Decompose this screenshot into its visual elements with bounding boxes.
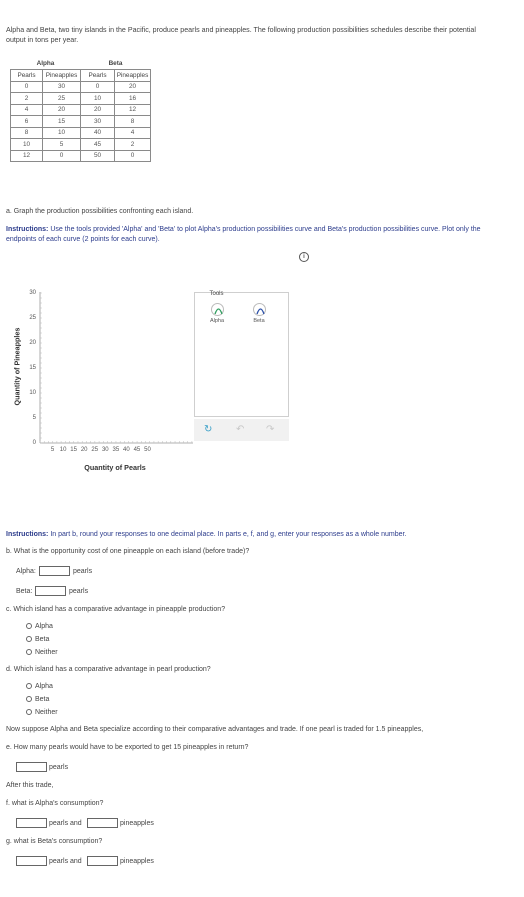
part-e-question: e. How many pearls would have to be exported to get 15 pineapples in return? <box>6 744 249 751</box>
table-header: Pearls <box>11 70 43 82</box>
y-tick-label: 30 <box>29 290 36 296</box>
table-cell: 20 <box>81 104 115 116</box>
radio-circle <box>26 709 32 715</box>
table-cell: 8 <box>115 116 151 128</box>
tool-beta[interactable] <box>239 303 279 324</box>
table-cell: 0 <box>11 81 43 93</box>
part-c-option-beta[interactable]: Beta <box>26 636 49 643</box>
x-tick-label: 30 <box>101 447 109 453</box>
beta-opportunity-cost-input[interactable] <box>35 586 66 596</box>
table-header: Pearls <box>81 70 115 82</box>
table-header: Pineapples <box>43 70 81 82</box>
x-tick-label: 35 <box>112 447 120 453</box>
part-c-question: c. Which island has a comparative advantage in pineapple production? <box>6 606 226 613</box>
alpha-opportunity-cost-input[interactable] <box>39 566 70 576</box>
production-table <box>10 58 151 162</box>
tools-title: Tools <box>209 291 224 297</box>
curve-tool-icon <box>253 303 266 316</box>
table-cell: 0 <box>115 150 151 162</box>
table-cell: 12 <box>11 150 43 162</box>
instructions-text: Use the tools provided 'Alpha' and 'Beta' to plot Alpha's production possibilities curve and Beta's production possibilities curve. Plot only the endpoints of each curve (2 points for each curve). <box>6 226 481 243</box>
x-tick-label: 50 <box>144 447 151 453</box>
part-g-question: g. what is Beta's consumption? <box>6 838 103 845</box>
y-tick-label: 0 <box>32 440 36 446</box>
x-tick-label: 20 <box>80 447 88 453</box>
table-group-beta: Beta <box>81 58 151 70</box>
part-c-option-alpha[interactable]: Alpha <box>26 623 53 630</box>
table-cell: 0 <box>81 81 115 93</box>
table-header: Pineapples <box>115 70 151 82</box>
part-d-option-alpha[interactable]: Alpha <box>26 683 53 690</box>
beta-pineapples-input[interactable] <box>87 856 118 866</box>
x-tick-label: 10 <box>59 447 67 453</box>
undo-icon[interactable]: ↶ <box>236 424 245 435</box>
radio-circle <box>26 636 32 642</box>
x-tick-label: 25 <box>91 447 99 453</box>
x-axis-label: Quantity of Pearls <box>84 463 146 472</box>
radio-circle <box>26 696 32 702</box>
y-tick-label: 20 <box>29 340 36 346</box>
table-row <box>11 93 151 105</box>
radio-circle <box>26 623 32 629</box>
table-cell: 2 <box>115 139 151 151</box>
y-axis-label: Quantity of Pineapples <box>12 327 22 406</box>
x-tick-label: 5 <box>50 447 55 453</box>
table-cell: 4 <box>11 104 43 116</box>
x-tick-label: 45 <box>133 447 141 453</box>
table-row <box>11 116 151 128</box>
tool-alpha[interactable] <box>197 303 237 324</box>
info-icon[interactable]: i <box>299 252 309 262</box>
table-row <box>11 127 151 139</box>
part-f-question: f. what is Alpha's consumption? <box>6 800 104 807</box>
table-cell: 45 <box>81 139 115 151</box>
radio-circle <box>26 683 32 689</box>
table-cell: 4 <box>115 127 151 139</box>
table-cell: 40 <box>81 127 115 139</box>
part-a-instructions <box>6 225 486 244</box>
y-tick-label: 15 <box>29 365 36 371</box>
alpha-unit: pearls <box>73 568 93 575</box>
part-f-unit2: pineapples <box>120 820 154 827</box>
part-f-unit1: pearls and <box>49 820 82 827</box>
beta-pearls-input[interactable] <box>16 856 47 866</box>
part-d-option-neither[interactable]: Neither <box>26 709 58 716</box>
alpha-pearls-input[interactable] <box>16 818 47 828</box>
table-row <box>11 104 151 116</box>
part-g-unit2: pineapples <box>120 858 154 865</box>
tools-panel <box>194 292 289 417</box>
table-cell: 2 <box>11 93 43 105</box>
x-tick-label: 40 <box>123 447 130 453</box>
part-e-unit: pearls <box>49 764 69 771</box>
table-row <box>11 150 151 162</box>
table-cell: 5 <box>43 139 81 151</box>
table-cell: 30 <box>43 81 81 93</box>
table-cell: 20 <box>43 104 81 116</box>
part-c-option-neither[interactable]: Neither <box>26 649 58 656</box>
after-trade-text: After this trade, <box>6 782 54 789</box>
table-row <box>11 81 151 93</box>
table-cell: 30 <box>81 116 115 128</box>
table-cell: 10 <box>43 127 81 139</box>
table-cell: 10 <box>11 139 43 151</box>
table-cell: 8 <box>11 127 43 139</box>
table-cell: 6 <box>11 116 43 128</box>
tool-alpha-label: Alpha <box>209 318 225 324</box>
beta-unit: pearls <box>69 588 89 595</box>
beta-label: Beta: <box>16 588 33 595</box>
table-cell: 20 <box>115 81 151 93</box>
alpha-pineapples-input[interactable] <box>87 818 118 828</box>
instructions-text: In part b, round your responses to one decimal place. In parts e, f, and g, enter your responses as a whole number. <box>48 531 407 538</box>
y-tick-label: 5 <box>32 415 36 421</box>
table-cell: 16 <box>115 93 151 105</box>
table-cell: 25 <box>43 93 81 105</box>
part-b-instructions <box>6 530 486 540</box>
redo-icon[interactable]: ↷ <box>266 424 275 435</box>
table-row <box>11 139 151 151</box>
tool-beta-label: Beta <box>253 318 265 324</box>
table-group-alpha: Alpha <box>11 58 81 70</box>
table-cell: 15 <box>43 116 81 128</box>
radio-circle <box>26 649 32 655</box>
graph-toolbar <box>194 419 289 441</box>
y-tick-label: 10 <box>29 390 36 396</box>
part-d-question: d. Which island has a comparative advantage in pearl production? <box>6 666 211 673</box>
curve-tool-icon <box>211 303 224 316</box>
part-a-question: a. Graph the production possibilities confronting each island. <box>6 208 194 215</box>
part-d-option-beta[interactable]: Beta <box>26 696 49 703</box>
part-g-unit1: pearls and <box>49 858 82 865</box>
pearls-exported-input[interactable] <box>16 762 47 772</box>
reset-icon[interactable]: ↻ <box>204 424 213 435</box>
x-tick-label: 15 <box>70 447 77 453</box>
graph-canvas[interactable] <box>20 286 200 456</box>
part-b-question: b. What is the opportunity cost of one pineapple on each island (before trade)? <box>6 548 250 555</box>
table-cell: 12 <box>115 104 151 116</box>
table-cell: 0 <box>43 150 81 162</box>
trade-text: Now suppose Alpha and Beta specialize according to their comparative advantages and trade. If one pearl is traded for 1.5 pineapples, <box>6 726 424 733</box>
instructions-label: Instructions: <box>6 226 49 233</box>
y-tick-label: 25 <box>29 315 36 321</box>
alpha-label: Alpha: <box>16 568 36 575</box>
table-cell: 50 <box>81 150 115 162</box>
instructions-label: Instructions: <box>6 531 49 538</box>
intro-text: Alpha and Beta, two tiny islands in the Pacific, produce pearls and pineapples. The following production possibilities schedules describe their potential output in tons per year. <box>6 26 476 44</box>
table-cell: 10 <box>81 93 115 105</box>
